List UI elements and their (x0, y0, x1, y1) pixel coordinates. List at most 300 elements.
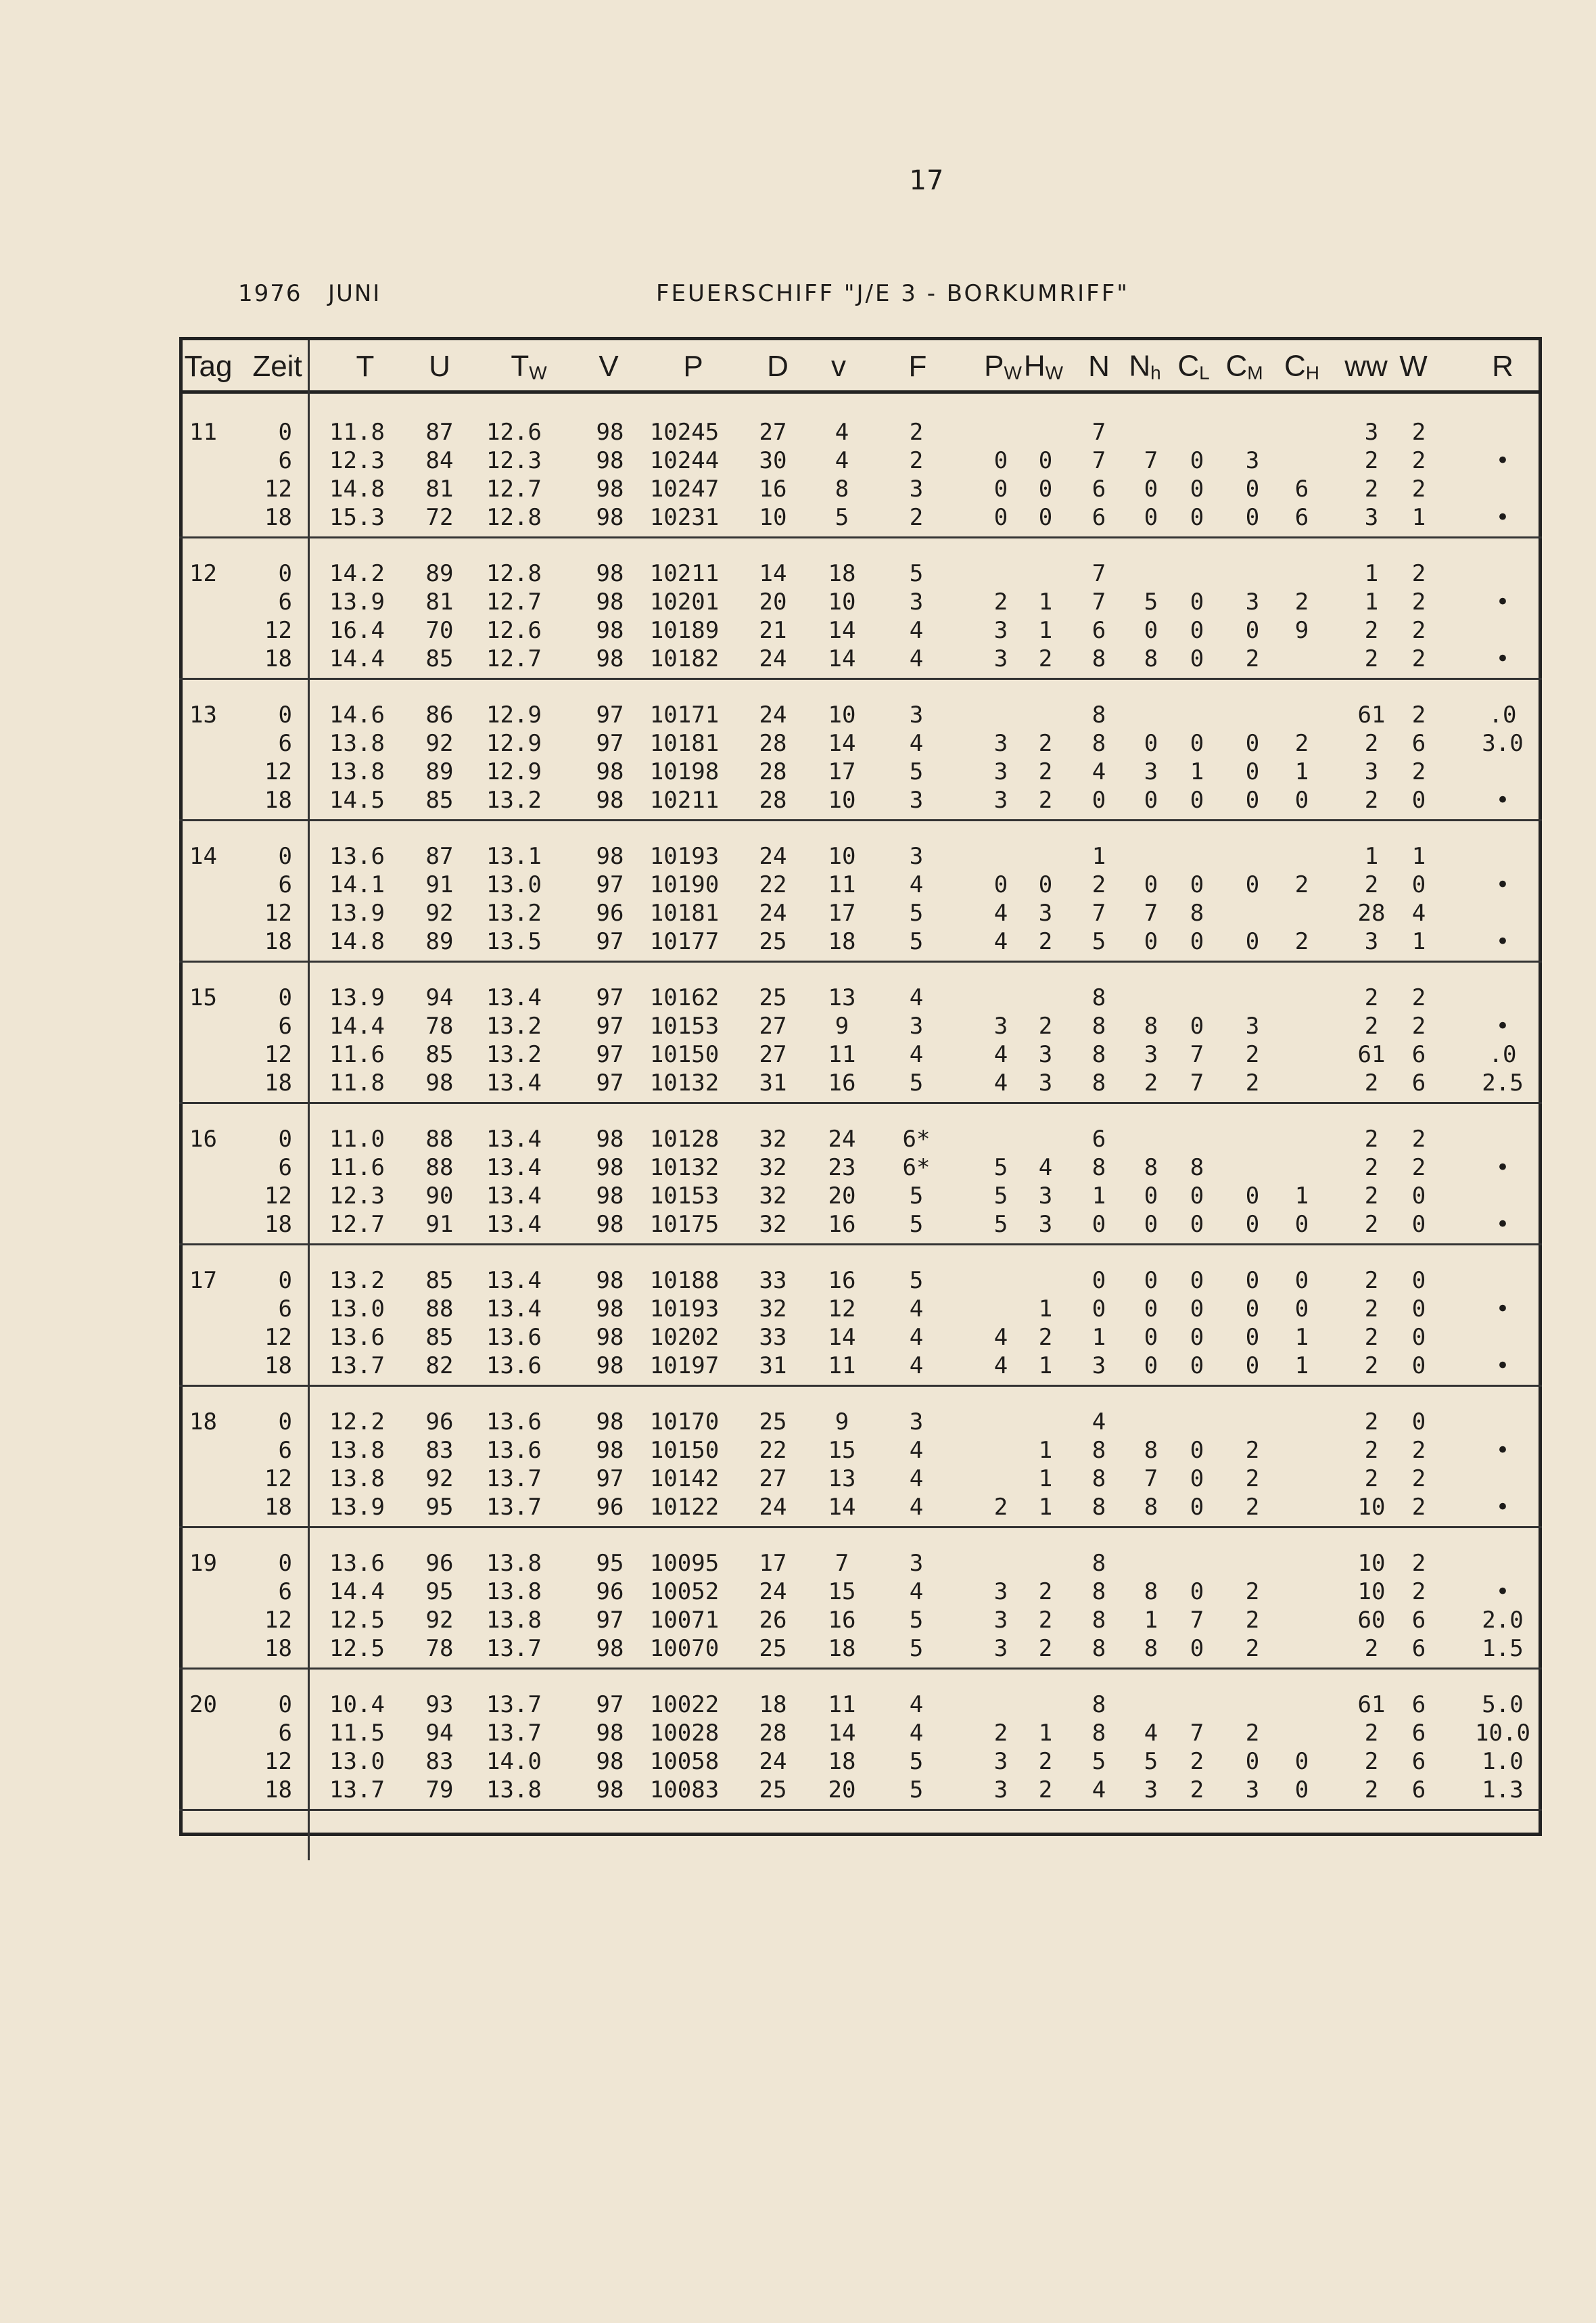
cell-u: 92 (425, 730, 454, 757)
cell-p: 10193 (649, 843, 720, 870)
cell-vv: 16 (828, 1607, 856, 1634)
cell-nh: 8 (1144, 1635, 1158, 1662)
cell-cm: 3 (1245, 1013, 1260, 1040)
cell-w: 0 (1411, 871, 1426, 898)
cell-cl: 0 (1190, 730, 1204, 757)
cell-cl: 0 (1190, 787, 1204, 814)
day-label: 11 (189, 419, 217, 446)
cell-cl: 0 (1190, 1437, 1204, 1464)
cell-n: 7 (1092, 900, 1106, 927)
cell-vv: 16 (828, 1211, 856, 1238)
cell-tw: 13.8 (486, 1776, 542, 1803)
column-header-w: W (1399, 350, 1428, 383)
cell-hw: 3 (1038, 1182, 1053, 1210)
cell-pw: 3 (993, 730, 1008, 757)
cell-u: 88 (425, 1154, 454, 1181)
cell-cm: 0 (1245, 1267, 1260, 1294)
cell-p: 10198 (649, 758, 720, 785)
cell-r: • (1495, 1013, 1510, 1040)
cell-hw: 1 (1038, 1494, 1053, 1521)
cell-cm: 3 (1245, 447, 1260, 474)
cell-ch: 0 (1294, 1748, 1309, 1775)
cell-n: 8 (1092, 1494, 1106, 1521)
cell-tw: 12.9 (486, 730, 542, 757)
cell-zeit: 6 (278, 1013, 292, 1040)
cell-v: 98 (596, 589, 624, 616)
cell-f: 4 (909, 1465, 924, 1492)
cell-n: 0 (1092, 787, 1106, 814)
cell-d: 10 (759, 504, 787, 531)
cell-hw: 2 (1038, 787, 1053, 814)
cell-w: 6 (1411, 1720, 1426, 1747)
cell-r: • (1495, 1437, 1510, 1464)
column-header-tw: $T_W$ (511, 349, 547, 384)
cell-d: 20 (759, 589, 787, 616)
cell-ch: 2 (1294, 928, 1309, 955)
cell-hw: 3 (1038, 1211, 1053, 1238)
cell-f: 5 (909, 928, 924, 955)
cell-ch: 6 (1294, 476, 1309, 503)
cell-t: 13.6 (329, 843, 385, 870)
cell-u: 85 (425, 787, 454, 814)
cell-vv: 10 (828, 787, 856, 814)
cell-f: 5 (909, 1776, 924, 1803)
cell-p: 10181 (649, 730, 720, 757)
cell-t: 13.7 (329, 1776, 385, 1803)
cell-n: 8 (1092, 1607, 1106, 1634)
column-header-u: U (429, 350, 450, 383)
cell-zeit: 18 (264, 928, 292, 955)
cell-p: 10142 (649, 1465, 720, 1492)
cell-f: 4 (909, 617, 924, 644)
cell-cm: 0 (1245, 1182, 1260, 1210)
cell-u: 89 (425, 758, 454, 785)
cell-p: 10201 (649, 589, 720, 616)
cell-hw: 1 (1038, 1437, 1053, 1464)
cell-nh: 0 (1144, 928, 1158, 955)
cell-cl: 0 (1190, 476, 1204, 503)
cell-t: 14.4 (329, 645, 385, 672)
cell-zeit: 0 (278, 843, 292, 870)
cell-f: 3 (909, 1408, 924, 1435)
cell-zeit: 12 (264, 617, 292, 644)
cell-f: 4 (909, 1041, 924, 1068)
cell-cl: 0 (1190, 1182, 1204, 1210)
cell-pw: 4 (993, 1070, 1008, 1097)
cell-f: 6* (902, 1126, 931, 1153)
cell-cm: 0 (1245, 1295, 1260, 1322)
cell-v: 98 (596, 617, 624, 644)
cell-v: 98 (596, 1776, 624, 1803)
cell-t: 14.2 (329, 560, 385, 587)
cell-p: 10247 (649, 476, 720, 503)
cell-n: 4 (1092, 758, 1106, 785)
column-header-cm: $C_M$ (1225, 349, 1263, 384)
cell-pw: 3 (993, 617, 1008, 644)
cell-hw: 1 (1038, 1295, 1053, 1322)
cell-vv: 14 (828, 617, 856, 644)
column-header-cl: $C_L$ (1177, 349, 1210, 384)
cell-nh: 0 (1144, 787, 1158, 814)
cell-vv: 12 (828, 1295, 856, 1322)
cell-n: 8 (1092, 730, 1106, 757)
cell-v: 97 (596, 1465, 624, 1492)
cell-n: 8 (1092, 1578, 1106, 1605)
cell-zeit: 0 (278, 1550, 292, 1577)
cell-r: • (1495, 1494, 1510, 1521)
column-header-ch: $C_H$ (1284, 349, 1320, 384)
cell-ww: 1 (1364, 843, 1379, 870)
cell-v: 98 (596, 1720, 624, 1747)
cell-zeit: 0 (278, 419, 292, 446)
cell-r: • (1495, 589, 1510, 616)
cell-zeit: 0 (278, 702, 292, 729)
cell-tw: 12.6 (486, 419, 542, 446)
cell-pw: 4 (993, 1352, 1008, 1379)
cell-t: 14.8 (329, 476, 385, 503)
cell-cm: 2 (1245, 1465, 1260, 1492)
cell-t: 13.8 (329, 730, 385, 757)
cell-p: 10193 (649, 1295, 720, 1322)
cell-p: 10153 (649, 1013, 720, 1040)
cell-v: 97 (596, 871, 624, 898)
cell-p: 10177 (649, 928, 720, 955)
cell-vv: 18 (828, 1635, 856, 1662)
cell-u: 72 (425, 504, 454, 531)
cell-w: 0 (1411, 787, 1426, 814)
cell-tw: 13.4 (486, 1070, 542, 1097)
cell-pw: 5 (993, 1182, 1008, 1210)
cell-d: 25 (759, 1408, 787, 1435)
cell-v: 98 (596, 560, 624, 587)
cell-zeit: 12 (264, 1607, 292, 1634)
cell-vv: 23 (828, 1154, 856, 1181)
cell-cl: 0 (1190, 1267, 1204, 1294)
cell-n: 6 (1092, 504, 1106, 531)
cell-f: 5 (909, 1070, 924, 1097)
cell-v: 98 (596, 447, 624, 474)
day-label: 16 (189, 1126, 217, 1153)
cell-ww: 2 (1364, 1070, 1379, 1097)
cell-d: 28 (759, 1720, 787, 1747)
cell-ww: 2 (1364, 1776, 1379, 1803)
cell-nh: 5 (1144, 1748, 1158, 1775)
cell-u: 79 (425, 1776, 454, 1803)
cell-t: 13.9 (329, 984, 385, 1011)
cell-n: 0 (1092, 1295, 1106, 1322)
cell-t: 12.3 (329, 1182, 385, 1210)
cell-cm: 3 (1245, 589, 1260, 616)
header-rule (179, 390, 1542, 394)
cell-hw: 2 (1038, 1635, 1053, 1662)
cell-n: 7 (1092, 560, 1106, 587)
cell-tw: 12.7 (486, 476, 542, 503)
cell-f: 5 (909, 1635, 924, 1662)
cell-t: 13.0 (329, 1748, 385, 1775)
cell-f: 4 (909, 1691, 924, 1718)
cell-ww: 2 (1364, 1635, 1379, 1662)
cell-ch: 0 (1294, 1295, 1309, 1322)
cell-p: 10071 (649, 1607, 720, 1634)
cell-pw: 5 (993, 1154, 1008, 1181)
cell-ch: 0 (1294, 1776, 1309, 1803)
cell-t: 12.7 (329, 1211, 385, 1238)
cell-t: 16.4 (329, 617, 385, 644)
cell-r: 1.0 (1482, 1748, 1524, 1775)
cell-w: 6 (1411, 1041, 1426, 1068)
column-header-n: N (1088, 350, 1110, 383)
cell-ch: 0 (1294, 1211, 1309, 1238)
cell-cl: 0 (1190, 617, 1204, 644)
cell-r: • (1495, 504, 1510, 531)
cell-d: 31 (759, 1070, 787, 1097)
cell-vv: 15 (828, 1578, 856, 1605)
cell-zeit: 18 (264, 787, 292, 814)
day-separator (179, 678, 1542, 680)
cell-f: 4 (909, 730, 924, 757)
cell-ww: 3 (1364, 419, 1379, 446)
cell-ch: 6 (1294, 504, 1309, 531)
cell-zeit: 18 (264, 1211, 292, 1238)
cell-r: 1.5 (1482, 1635, 1524, 1662)
cell-w: 2 (1411, 702, 1426, 729)
cell-nh: 4 (1144, 1720, 1158, 1747)
cell-tw: 13.4 (486, 1126, 542, 1153)
cell-tw: 13.4 (486, 1211, 542, 1238)
cell-cm: 2 (1245, 1635, 1260, 1662)
cell-p: 10083 (649, 1776, 720, 1803)
cell-p: 10052 (649, 1578, 720, 1605)
cell-t: 13.9 (329, 589, 385, 616)
cell-zeit: 18 (264, 1635, 292, 1662)
cell-pw: 2 (993, 1494, 1008, 1521)
cell-u: 92 (425, 900, 454, 927)
cell-p: 10028 (649, 1720, 720, 1747)
cell-w: 1 (1411, 928, 1426, 955)
page-number: 17 (909, 165, 944, 196)
cell-u: 85 (425, 645, 454, 672)
cell-r: • (1495, 1352, 1510, 1379)
cell-r: • (1495, 871, 1510, 898)
cell-t: 15.3 (329, 504, 385, 531)
cell-n: 8 (1092, 702, 1106, 729)
cell-tw: 13.8 (486, 1550, 542, 1577)
cell-f: 4 (909, 1720, 924, 1747)
cell-hw: 3 (1038, 1041, 1053, 1068)
cell-u: 95 (425, 1578, 454, 1605)
cell-cm: 0 (1245, 871, 1260, 898)
cell-u: 94 (425, 1720, 454, 1747)
cell-pw: 3 (993, 1635, 1008, 1662)
cell-vv: 10 (828, 843, 856, 870)
cell-zeit: 0 (278, 1267, 292, 1294)
cell-f: 2 (909, 447, 924, 474)
cell-nh: 0 (1144, 617, 1158, 644)
cell-hw: 3 (1038, 900, 1053, 927)
cell-vv: 14 (828, 645, 856, 672)
cell-vv: 14 (828, 730, 856, 757)
cell-u: 83 (425, 1437, 454, 1464)
cell-cl: 0 (1190, 504, 1204, 531)
cell-zeit: 0 (278, 560, 292, 587)
cell-u: 78 (425, 1635, 454, 1662)
cell-ch: 2 (1294, 589, 1309, 616)
column-header-d: D (767, 350, 789, 383)
cell-w: 2 (1411, 447, 1426, 474)
cell-d: 32 (759, 1126, 787, 1153)
cell-u: 84 (425, 447, 454, 474)
cell-r: .0 (1488, 1041, 1517, 1068)
cell-tw: 13.8 (486, 1578, 542, 1605)
cell-r: • (1495, 1295, 1510, 1322)
cell-d: 26 (759, 1607, 787, 1634)
cell-d: 17 (759, 1550, 787, 1577)
cell-d: 27 (759, 419, 787, 446)
cell-vv: 8 (835, 476, 849, 503)
cell-n: 8 (1092, 1013, 1106, 1040)
cell-p: 10153 (649, 1182, 720, 1210)
cell-cm: 2 (1245, 1070, 1260, 1097)
cell-ww: 2 (1364, 871, 1379, 898)
cell-nh: 5 (1144, 589, 1158, 616)
cell-n: 8 (1092, 1550, 1106, 1577)
cell-hw: 0 (1038, 504, 1053, 531)
cell-w: 2 (1411, 419, 1426, 446)
column-header-p: P (683, 350, 703, 383)
cell-v: 97 (596, 1691, 624, 1718)
cell-nh: 7 (1144, 1465, 1158, 1492)
cell-tw: 13.7 (486, 1494, 542, 1521)
cell-t: 12.5 (329, 1635, 385, 1662)
cell-n: 7 (1092, 447, 1106, 474)
cell-zeit: 6 (278, 589, 292, 616)
cell-zeit: 6 (278, 1720, 292, 1747)
cell-d: 22 (759, 871, 787, 898)
cell-n: 5 (1092, 928, 1106, 955)
column-header-pw: $P_W$ (984, 349, 1022, 384)
cell-vv: 15 (828, 1437, 856, 1464)
cell-d: 21 (759, 617, 787, 644)
cell-v: 97 (596, 1070, 624, 1097)
cell-v: 98 (596, 504, 624, 531)
cell-v: 98 (596, 419, 624, 446)
cell-d: 31 (759, 1352, 787, 1379)
cell-hw: 2 (1038, 1748, 1053, 1775)
column-header-nh: $N_h$ (1129, 349, 1161, 384)
cell-vv: 11 (828, 1691, 856, 1718)
cell-nh: 3 (1144, 758, 1158, 785)
cell-d: 16 (759, 476, 787, 503)
cell-nh: 0 (1144, 1295, 1158, 1322)
cell-u: 88 (425, 1126, 454, 1153)
cell-cl: 8 (1190, 1154, 1204, 1181)
column-header-zeit: Zeit (252, 350, 302, 383)
cell-ww: 2 (1364, 1748, 1379, 1775)
cell-v: 98 (596, 787, 624, 814)
cell-nh: 0 (1144, 871, 1158, 898)
cell-r: • (1495, 1154, 1510, 1181)
cell-ww: 2 (1364, 1352, 1379, 1379)
cell-f: 4 (909, 984, 924, 1011)
cell-u: 87 (425, 843, 454, 870)
cell-t: 13.2 (329, 1267, 385, 1294)
cell-tw: 13.7 (486, 1635, 542, 1662)
cell-cl: 0 (1190, 871, 1204, 898)
cell-u: 90 (425, 1182, 454, 1210)
cell-vv: 14 (828, 1324, 856, 1351)
cell-u: 82 (425, 1352, 454, 1379)
cell-u: 78 (425, 1013, 454, 1040)
cell-nh: 0 (1144, 1211, 1158, 1238)
cell-ww: 3 (1364, 928, 1379, 955)
cell-tw: 13.0 (486, 871, 542, 898)
column-header-ww: ww (1344, 350, 1388, 383)
cell-ch: 1 (1294, 758, 1309, 785)
cell-zeit: 18 (264, 1494, 292, 1521)
cell-nh: 2 (1144, 1070, 1158, 1097)
cell-hw: 2 (1038, 928, 1053, 955)
cell-nh: 0 (1144, 1182, 1158, 1210)
cell-pw: 4 (993, 928, 1008, 955)
cell-cl: 0 (1190, 447, 1204, 474)
cell-cm: 2 (1245, 1578, 1260, 1605)
cell-v: 95 (596, 1550, 624, 1577)
cell-tw: 13.4 (486, 984, 542, 1011)
cell-w: 6 (1411, 730, 1426, 757)
cell-u: 85 (425, 1267, 454, 1294)
cell-r: 2.0 (1482, 1607, 1524, 1634)
cell-vv: 24 (828, 1126, 856, 1153)
cell-cl: 7 (1190, 1607, 1204, 1634)
day-separator (179, 536, 1542, 538)
cell-p: 10122 (649, 1494, 720, 1521)
cell-cl: 0 (1190, 1465, 1204, 1492)
day-label: 12 (189, 560, 217, 587)
cell-ww: 2 (1364, 730, 1379, 757)
cell-pw: 4 (993, 1324, 1008, 1351)
cell-n: 8 (1092, 1691, 1106, 1718)
cell-r: • (1495, 787, 1510, 814)
cell-tw: 13.6 (486, 1324, 542, 1351)
cell-u: 89 (425, 928, 454, 955)
cell-u: 91 (425, 871, 454, 898)
cell-cm: 0 (1245, 617, 1260, 644)
cell-w: 6 (1411, 1635, 1426, 1662)
cell-v: 98 (596, 1267, 624, 1294)
cell-f: 3 (909, 476, 924, 503)
cell-tw: 14.0 (486, 1748, 542, 1775)
cell-ch: 0 (1294, 787, 1309, 814)
cell-cm: 2 (1245, 1607, 1260, 1634)
cell-tw: 13.4 (486, 1154, 542, 1181)
cell-hw: 2 (1038, 1607, 1053, 1634)
cell-ww: 61 (1357, 702, 1386, 729)
cell-r: 3.0 (1482, 730, 1524, 757)
cell-ww: 1 (1364, 560, 1379, 587)
cell-u: 86 (425, 702, 454, 729)
cell-hw: 1 (1038, 1720, 1053, 1747)
cell-t: 14.1 (329, 871, 385, 898)
cell-vv: 9 (835, 1013, 849, 1040)
cell-ww: 60 (1357, 1607, 1386, 1634)
cell-zeit: 6 (278, 447, 292, 474)
cell-f: 3 (909, 1013, 924, 1040)
cell-t: 13.9 (329, 900, 385, 927)
cell-ww: 2 (1364, 984, 1379, 1011)
cell-tw: 13.2 (486, 787, 542, 814)
cell-w: 2 (1411, 645, 1426, 672)
cell-ww: 2 (1364, 1408, 1379, 1435)
